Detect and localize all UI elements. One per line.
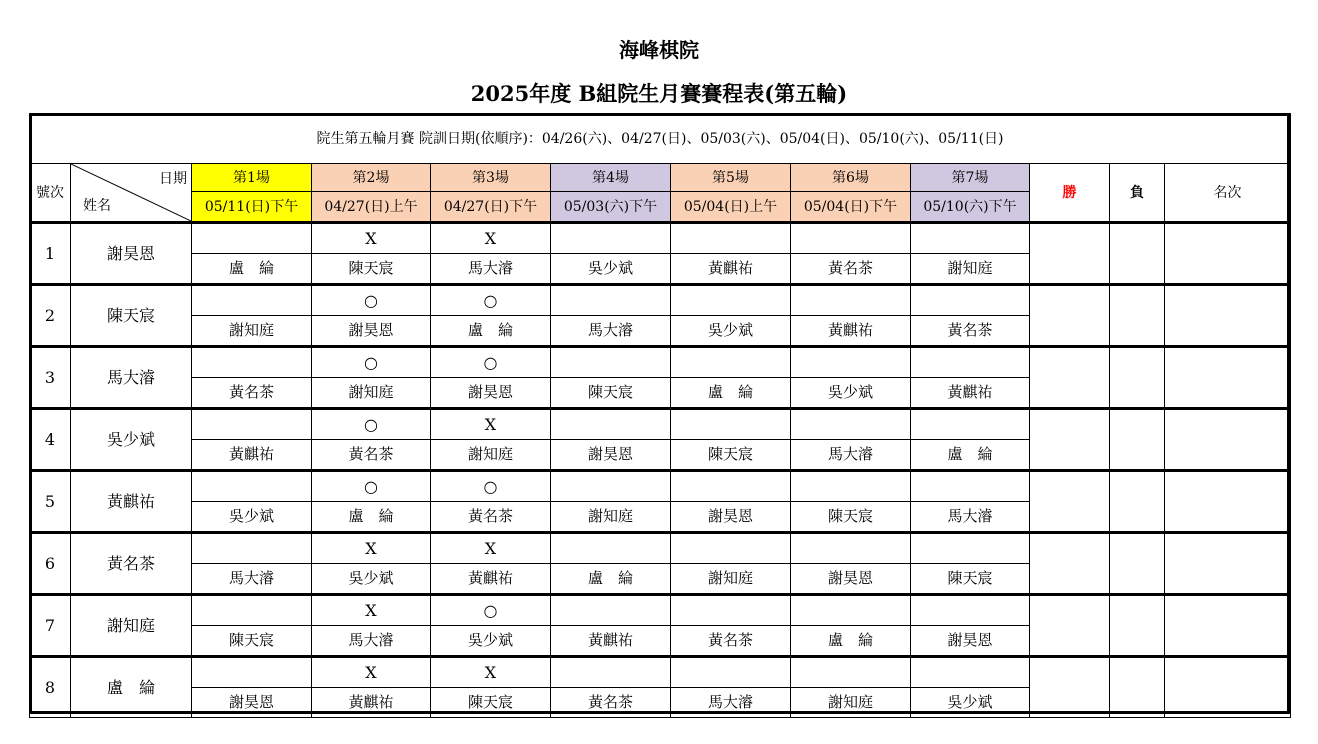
player-number: 5 [30, 471, 71, 533]
result-cell [911, 471, 1030, 502]
opponent-cell: 黃名茶 [671, 626, 791, 657]
result-cell [791, 533, 911, 564]
result-cell [192, 409, 312, 440]
result-cell [551, 595, 671, 626]
result-cell: X [312, 657, 431, 688]
opponent-cell: 盧 綸 [431, 316, 551, 347]
opponent-cell: 謝昊恩 [671, 502, 791, 533]
result-cell [671, 595, 791, 626]
opponent-cell: 盧 綸 [911, 440, 1030, 471]
rank-cell [1165, 409, 1291, 471]
result-cell: ○ [431, 471, 551, 502]
opponent-cell: 盧 綸 [551, 564, 671, 595]
result-cell [911, 595, 1030, 626]
round-label-6: 第6場 [791, 164, 911, 192]
win-cell [1030, 285, 1110, 347]
opponent-cell: 盧 綸 [791, 626, 911, 657]
round-label-4: 第4場 [551, 164, 671, 192]
opponent-cell: 黃麒祐 [791, 316, 911, 347]
win-cell [1030, 471, 1110, 533]
round-date-5: 05/04(日)上午 [671, 192, 791, 223]
opponent-cell: 吳少斌 [192, 502, 312, 533]
result-cell [911, 409, 1030, 440]
result-cell [791, 657, 911, 688]
rank-cell [1165, 223, 1291, 285]
result-cell: X [431, 533, 551, 564]
opponent-cell: 謝昊恩 [312, 316, 431, 347]
opponent-cell: 黃名茶 [551, 688, 671, 718]
opponent-cell: 黃麒祐 [431, 564, 551, 595]
opponent-cell: 謝知庭 [431, 440, 551, 471]
opponent-cell: 謝知庭 [791, 688, 911, 718]
rank-cell [1165, 533, 1291, 595]
result-cell [791, 223, 911, 254]
opponent-cell: 馬大濬 [791, 440, 911, 471]
opponent-cell: 馬大濬 [192, 564, 312, 595]
result-cell [551, 409, 671, 440]
result-cell [671, 533, 791, 564]
opponent-cell: 謝昊恩 [192, 688, 312, 718]
player-number: 4 [30, 409, 71, 471]
opponent-cell: 陳天宸 [312, 254, 431, 285]
opponent-cell: 盧 綸 [671, 378, 791, 409]
round-label-1: 第1場 [192, 164, 312, 192]
opponent-cell: 馬大濬 [431, 254, 551, 285]
player-name: 吳少斌 [71, 409, 192, 471]
opponent-cell: 吳少斌 [911, 688, 1030, 718]
result-cell [192, 471, 312, 502]
result-cell: ○ [312, 471, 431, 502]
opponent-cell: 盧 綸 [192, 254, 312, 285]
result-cell: X [431, 657, 551, 688]
round-label-5: 第5場 [671, 164, 791, 192]
lose-cell [1110, 285, 1165, 347]
player-number: 7 [30, 595, 71, 657]
player-number: 6 [30, 533, 71, 595]
opponent-cell: 謝知庭 [911, 254, 1030, 285]
lose-header: 負 [1110, 164, 1165, 223]
lose-cell [1110, 223, 1165, 285]
opponent-cell: 謝知庭 [671, 564, 791, 595]
lose-cell [1110, 533, 1165, 595]
result-cell [192, 657, 312, 688]
rank-cell [1165, 347, 1291, 409]
result-cell [911, 223, 1030, 254]
opponent-cell: 黃麒祐 [671, 254, 791, 285]
opponent-cell: 吳少斌 [791, 378, 911, 409]
result-cell [791, 595, 911, 626]
lose-cell [1110, 595, 1165, 657]
opponent-cell: 陳天宸 [431, 688, 551, 718]
result-cell [192, 347, 312, 378]
result-cell: X [431, 409, 551, 440]
opponent-cell: 馬大濬 [911, 502, 1030, 533]
result-cell [911, 285, 1030, 316]
result-cell: ○ [312, 285, 431, 316]
opponent-cell: 馬大濬 [671, 688, 791, 718]
result-cell [551, 285, 671, 316]
result-cell [551, 223, 671, 254]
player-name: 黃名茶 [71, 533, 192, 595]
rank-cell [1165, 595, 1291, 657]
opponent-cell: 馬大濬 [312, 626, 431, 657]
result-cell [791, 409, 911, 440]
info-line: 院生第五輪月賽 院訓日期(依順序)：04/26(六)、04/27(日)、05/03(六)、05/04(日)、05/10(六)、05/11(日) [30, 114, 1291, 164]
win-cell [1030, 595, 1110, 657]
win-cell [1030, 223, 1110, 285]
opponent-cell: 黃名茶 [911, 316, 1030, 347]
result-cell: ○ [431, 347, 551, 378]
opponent-cell: 黃麒祐 [312, 688, 431, 718]
round-label-7: 第7場 [911, 164, 1030, 192]
lose-cell [1110, 409, 1165, 471]
opponent-cell: 黃名茶 [312, 440, 431, 471]
win-cell [1030, 409, 1110, 471]
result-cell: X [312, 223, 431, 254]
rank-cell [1165, 471, 1291, 533]
lose-cell [1110, 471, 1165, 533]
round-date-1: 05/11(日)下午 [192, 192, 312, 223]
opponent-cell: 謝知庭 [192, 316, 312, 347]
result-cell [671, 471, 791, 502]
result-cell [192, 595, 312, 626]
opponent-cell: 黃名茶 [791, 254, 911, 285]
opponent-cell: 吳少斌 [312, 564, 431, 595]
opponent-cell: 吳少斌 [431, 626, 551, 657]
opponent-cell: 謝知庭 [551, 502, 671, 533]
result-cell [911, 533, 1030, 564]
opponent-cell: 謝知庭 [312, 378, 431, 409]
opponent-cell: 黃麒祐 [551, 626, 671, 657]
opponent-cell: 謝昊恩 [911, 626, 1030, 657]
round-date-7: 05/10(六)下午 [911, 192, 1030, 223]
result-cell [911, 347, 1030, 378]
result-cell [192, 533, 312, 564]
result-cell [551, 471, 671, 502]
opponent-cell: 謝昊恩 [431, 378, 551, 409]
academy-title: 海峰棋院 [619, 38, 699, 62]
date-name-corner-header [71, 164, 192, 223]
result-cell: X [312, 595, 431, 626]
opponent-cell: 謝昊恩 [551, 440, 671, 471]
opponent-cell: 陳天宸 [192, 626, 312, 657]
result-cell [671, 409, 791, 440]
opponent-cell: 盧 綸 [312, 502, 431, 533]
lose-cell [1110, 347, 1165, 409]
result-cell [791, 471, 911, 502]
rank-header: 名次 [1165, 164, 1291, 223]
player-name: 謝昊恩 [71, 223, 192, 285]
result-cell: X [431, 223, 551, 254]
result-cell [551, 533, 671, 564]
result-cell [671, 285, 791, 316]
round-label-2: 第2場 [312, 164, 431, 192]
opponent-cell: 馬大濬 [551, 316, 671, 347]
schedule-title: 2025年度 B組院生月賽賽程表(第五輪) [470, 81, 848, 106]
opponent-cell: 黃麒祐 [911, 378, 1030, 409]
result-cell: ○ [312, 347, 431, 378]
result-cell [911, 657, 1030, 688]
opponent-cell: 黃名茶 [192, 378, 312, 409]
result-cell [791, 347, 911, 378]
number-header: 號次 [30, 164, 71, 223]
win-header: 勝 [1030, 164, 1110, 223]
opponent-cell: 謝昊恩 [791, 564, 911, 595]
rank-cell [1165, 285, 1291, 347]
round-date-4: 05/03(六)下午 [551, 192, 671, 223]
win-cell [1030, 533, 1110, 595]
result-cell: ○ [431, 285, 551, 316]
opponent-cell: 吳少斌 [551, 254, 671, 285]
player-number: 2 [30, 285, 71, 347]
opponent-cell: 黃麒祐 [192, 440, 312, 471]
name-header: 姓名 [83, 198, 111, 214]
player-name: 黃麒祐 [71, 471, 192, 533]
result-cell [551, 657, 671, 688]
player-number: 3 [30, 347, 71, 409]
result-cell [671, 223, 791, 254]
win-cell [1030, 657, 1110, 718]
result-cell [192, 285, 312, 316]
round-date-2: 04/27(日)上午 [312, 192, 431, 223]
opponent-cell: 陳天宸 [791, 502, 911, 533]
result-cell [551, 347, 671, 378]
win-cell [1030, 347, 1110, 409]
opponent-cell: 陳天宸 [671, 440, 791, 471]
result-cell: ○ [312, 409, 431, 440]
rank-cell [1165, 657, 1291, 718]
result-cell: X [312, 533, 431, 564]
player-name: 陳天宸 [71, 285, 192, 347]
result-cell: ○ [431, 595, 551, 626]
player-name: 謝知庭 [71, 595, 192, 657]
opponent-cell: 陳天宸 [911, 564, 1030, 595]
round-date-3: 04/27(日)下午 [431, 192, 551, 223]
round-date-6: 05/04(日)下午 [791, 192, 911, 223]
round-label-3: 第3場 [431, 164, 551, 192]
result-cell [192, 223, 312, 254]
player-number: 8 [30, 657, 71, 718]
result-cell [791, 285, 911, 316]
result-cell [671, 657, 791, 688]
date-header: 日期 [159, 171, 187, 187]
opponent-cell: 黃名茶 [431, 502, 551, 533]
player-number: 1 [30, 223, 71, 285]
result-cell [671, 347, 791, 378]
opponent-cell: 陳天宸 [551, 378, 671, 409]
schedule-table [29, 113, 1291, 718]
player-name: 馬大濬 [71, 347, 192, 409]
opponent-cell: 吳少斌 [671, 316, 791, 347]
lose-cell [1110, 657, 1165, 718]
player-name: 盧 綸 [71, 657, 192, 718]
